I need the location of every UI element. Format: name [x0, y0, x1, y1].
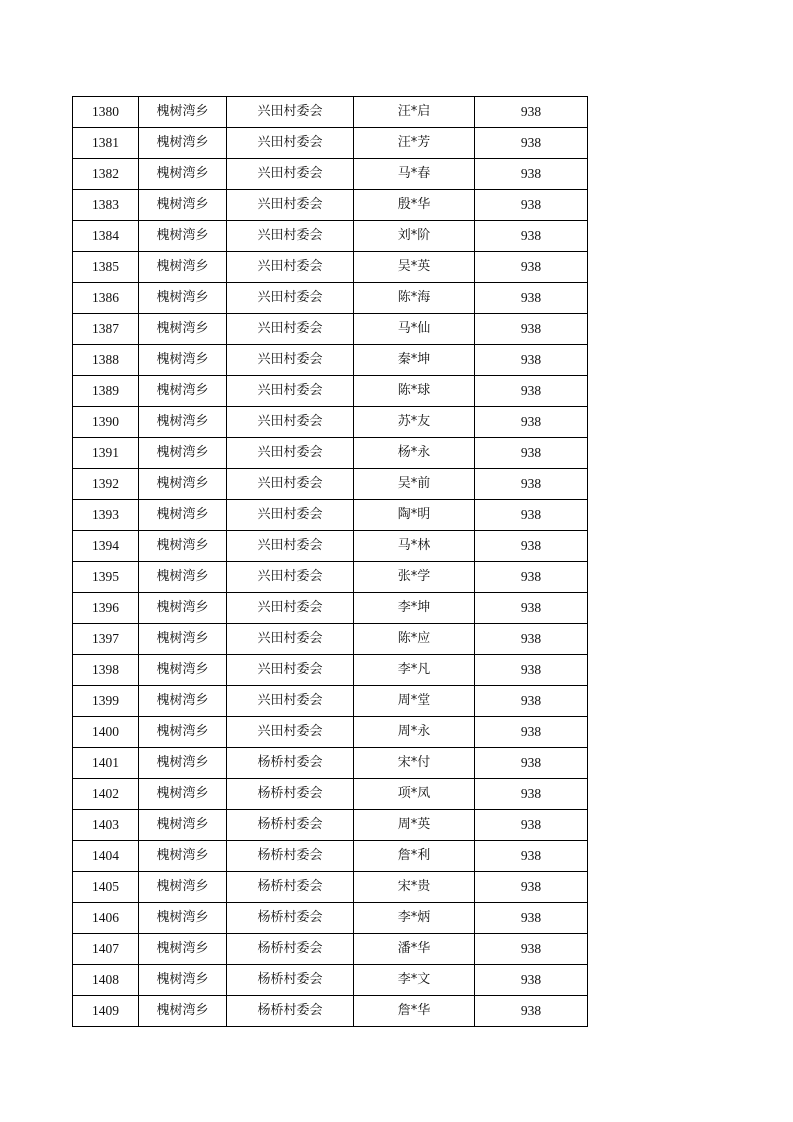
amount-cell: 938: [475, 686, 588, 717]
row-number-cell: 1390: [73, 407, 139, 438]
table-row: [73, 934, 588, 965]
table-row: [73, 252, 588, 283]
township-cell: 槐树湾乡: [139, 562, 227, 593]
township-cell: 槐树湾乡: [139, 190, 227, 221]
name-cell: 陈*海: [354, 283, 475, 314]
name-cell: 周*永: [354, 717, 475, 748]
village-committee-cell: 兴田村委会: [227, 717, 354, 748]
name-cell: 吴*英: [354, 252, 475, 283]
name-cell: 李*凡: [354, 655, 475, 686]
amount-cell: 938: [475, 283, 588, 314]
name-cell: 马*林: [354, 531, 475, 562]
amount-cell: 938: [475, 221, 588, 252]
row-number-cell: 1404: [73, 841, 139, 872]
name-cell: 汪*芳: [354, 128, 475, 159]
township-cell: 槐树湾乡: [139, 934, 227, 965]
name-cell: 詹*华: [354, 996, 475, 1027]
amount-cell: 938: [475, 438, 588, 469]
name-cell: 李*文: [354, 965, 475, 996]
village-committee-cell: 兴田村委会: [227, 221, 354, 252]
amount-cell: 938: [475, 531, 588, 562]
village-committee-cell: 杨桥村委会: [227, 779, 354, 810]
amount-cell: 938: [475, 717, 588, 748]
township-cell: 槐树湾乡: [139, 128, 227, 159]
row-number-cell: 1400: [73, 717, 139, 748]
amount-cell: 938: [475, 159, 588, 190]
table-row: [73, 903, 588, 934]
village-committee-cell: 杨桥村委会: [227, 965, 354, 996]
row-number-cell: 1408: [73, 965, 139, 996]
village-committee-cell: 兴田村委会: [227, 655, 354, 686]
name-cell: 吴*前: [354, 469, 475, 500]
township-cell: 槐树湾乡: [139, 438, 227, 469]
table-row: [73, 841, 588, 872]
table-row: [73, 965, 588, 996]
township-cell: 槐树湾乡: [139, 314, 227, 345]
amount-cell: 938: [475, 562, 588, 593]
table-row: [73, 996, 588, 1027]
table-row: [73, 345, 588, 376]
village-committee-cell: 兴田村委会: [227, 283, 354, 314]
village-committee-cell: 杨桥村委会: [227, 810, 354, 841]
table-row: [73, 469, 588, 500]
name-cell: 周*堂: [354, 686, 475, 717]
table-row: [73, 159, 588, 190]
village-committee-cell: 杨桥村委会: [227, 996, 354, 1027]
name-cell: 秦*坤: [354, 345, 475, 376]
village-committee-cell: 兴田村委会: [227, 190, 354, 221]
village-committee-cell: 杨桥村委会: [227, 748, 354, 779]
township-cell: 槐树湾乡: [139, 748, 227, 779]
table-row: [73, 717, 588, 748]
village-committee-cell: 兴田村委会: [227, 562, 354, 593]
village-committee-cell: 杨桥村委会: [227, 903, 354, 934]
row-number-cell: 1393: [73, 500, 139, 531]
township-cell: 槐树湾乡: [139, 841, 227, 872]
table-row: [73, 500, 588, 531]
township-cell: 槐树湾乡: [139, 376, 227, 407]
amount-cell: 938: [475, 376, 588, 407]
amount-cell: 938: [475, 500, 588, 531]
row-number-cell: 1395: [73, 562, 139, 593]
row-number-cell: 1389: [73, 376, 139, 407]
name-cell: 周*英: [354, 810, 475, 841]
name-cell: 宋*贵: [354, 872, 475, 903]
row-number-cell: 1382: [73, 159, 139, 190]
name-cell: 陈*球: [354, 376, 475, 407]
village-committee-cell: 兴田村委会: [227, 624, 354, 655]
row-number-cell: 1380: [73, 97, 139, 128]
name-cell: 马*春: [354, 159, 475, 190]
township-cell: 槐树湾乡: [139, 97, 227, 128]
row-number-cell: 1403: [73, 810, 139, 841]
township-cell: 槐树湾乡: [139, 872, 227, 903]
village-committee-cell: 兴田村委会: [227, 593, 354, 624]
amount-cell: 938: [475, 593, 588, 624]
table-row: [73, 97, 588, 128]
village-committee-cell: 兴田村委会: [227, 252, 354, 283]
township-cell: 槐树湾乡: [139, 655, 227, 686]
amount-cell: 938: [475, 624, 588, 655]
amount-cell: 938: [475, 841, 588, 872]
amount-cell: 938: [475, 190, 588, 221]
village-committee-cell: 兴田村委会: [227, 159, 354, 190]
row-number-cell: 1398: [73, 655, 139, 686]
row-number-cell: 1388: [73, 345, 139, 376]
name-cell: 苏*友: [354, 407, 475, 438]
township-cell: 槐树湾乡: [139, 500, 227, 531]
township-cell: 槐树湾乡: [139, 469, 227, 500]
row-number-cell: 1409: [73, 996, 139, 1027]
amount-cell: 938: [475, 345, 588, 376]
amount-cell: 938: [475, 903, 588, 934]
name-cell: 李*炳: [354, 903, 475, 934]
amount-cell: 938: [475, 314, 588, 345]
township-cell: 槐树湾乡: [139, 407, 227, 438]
village-committee-cell: 兴田村委会: [227, 407, 354, 438]
row-number-cell: 1387: [73, 314, 139, 345]
name-cell: 杨*永: [354, 438, 475, 469]
table-row: [73, 438, 588, 469]
township-cell: 槐树湾乡: [139, 221, 227, 252]
row-number-cell: 1391: [73, 438, 139, 469]
table-row: [73, 562, 588, 593]
row-number-cell: 1383: [73, 190, 139, 221]
township-cell: 槐树湾乡: [139, 531, 227, 562]
row-number-cell: 1402: [73, 779, 139, 810]
row-number-cell: 1401: [73, 748, 139, 779]
township-cell: 槐树湾乡: [139, 593, 227, 624]
row-number-cell: 1396: [73, 593, 139, 624]
township-cell: 槐树湾乡: [139, 283, 227, 314]
amount-cell: 938: [475, 252, 588, 283]
township-cell: 槐树湾乡: [139, 686, 227, 717]
row-number-cell: 1405: [73, 872, 139, 903]
amount-cell: 938: [475, 469, 588, 500]
township-cell: 槐树湾乡: [139, 903, 227, 934]
row-number-cell: 1399: [73, 686, 139, 717]
amount-cell: 938: [475, 128, 588, 159]
row-number-cell: 1384: [73, 221, 139, 252]
amount-cell: 938: [475, 97, 588, 128]
row-number-cell: 1385: [73, 252, 139, 283]
township-cell: 槐树湾乡: [139, 810, 227, 841]
village-committee-cell: 杨桥村委会: [227, 934, 354, 965]
table-row: [73, 283, 588, 314]
amount-cell: 938: [475, 779, 588, 810]
village-committee-cell: 兴田村委会: [227, 500, 354, 531]
village-committee-cell: 杨桥村委会: [227, 841, 354, 872]
village-committee-cell: 兴田村委会: [227, 97, 354, 128]
amount-cell: 938: [475, 810, 588, 841]
township-cell: 槐树湾乡: [139, 996, 227, 1027]
amount-cell: 938: [475, 965, 588, 996]
township-cell: 槐树湾乡: [139, 779, 227, 810]
name-cell: 陈*应: [354, 624, 475, 655]
name-cell: 张*学: [354, 562, 475, 593]
name-cell: 詹*利: [354, 841, 475, 872]
row-number-cell: 1392: [73, 469, 139, 500]
amount-cell: 938: [475, 934, 588, 965]
village-committee-cell: 兴田村委会: [227, 531, 354, 562]
amount-cell: 938: [475, 655, 588, 686]
table-row: [73, 407, 588, 438]
row-number-cell: 1407: [73, 934, 139, 965]
table-row: [73, 128, 588, 159]
township-cell: 槐树湾乡: [139, 252, 227, 283]
village-committee-cell: 兴田村委会: [227, 314, 354, 345]
village-committee-cell: 兴田村委会: [227, 128, 354, 159]
name-cell: 殷*华: [354, 190, 475, 221]
village-committee-cell: 兴田村委会: [227, 469, 354, 500]
township-cell: 槐树湾乡: [139, 717, 227, 748]
row-number-cell: 1394: [73, 531, 139, 562]
table-row: [73, 655, 588, 686]
township-cell: 槐树湾乡: [139, 159, 227, 190]
amount-cell: 938: [475, 872, 588, 903]
township-cell: 槐树湾乡: [139, 965, 227, 996]
village-committee-cell: 杨桥村委会: [227, 872, 354, 903]
name-cell: 汪*启: [354, 97, 475, 128]
village-committee-cell: 兴田村委会: [227, 345, 354, 376]
township-cell: 槐树湾乡: [139, 624, 227, 655]
name-cell: 马*仙: [354, 314, 475, 345]
table-row: [73, 376, 588, 407]
table-row: [73, 810, 588, 841]
row-number-cell: 1406: [73, 903, 139, 934]
village-committee-cell: 兴田村委会: [227, 438, 354, 469]
row-number-cell: 1381: [73, 128, 139, 159]
table-row: [73, 314, 588, 345]
amount-cell: 938: [475, 407, 588, 438]
table-row: [73, 593, 588, 624]
table-row: [73, 686, 588, 717]
name-cell: 李*坤: [354, 593, 475, 624]
name-cell: 陶*明: [354, 500, 475, 531]
row-number-cell: 1397: [73, 624, 139, 655]
name-cell: 宋*付: [354, 748, 475, 779]
name-cell: 潘*华: [354, 934, 475, 965]
table-row: [73, 748, 588, 779]
name-cell: 项*凤: [354, 779, 475, 810]
village-committee-cell: 兴田村委会: [227, 376, 354, 407]
table-row: [73, 624, 588, 655]
name-cell: 刘*阶: [354, 221, 475, 252]
amount-cell: 938: [475, 748, 588, 779]
data-table: [72, 96, 588, 1027]
table-row: [73, 531, 588, 562]
table-row: [73, 779, 588, 810]
table-row: [73, 221, 588, 252]
table-row: [73, 872, 588, 903]
table-body: [73, 97, 588, 1027]
village-committee-cell: 兴田村委会: [227, 686, 354, 717]
township-cell: 槐树湾乡: [139, 345, 227, 376]
row-number-cell: 1386: [73, 283, 139, 314]
amount-cell: 938: [475, 996, 588, 1027]
table-row: [73, 190, 588, 221]
